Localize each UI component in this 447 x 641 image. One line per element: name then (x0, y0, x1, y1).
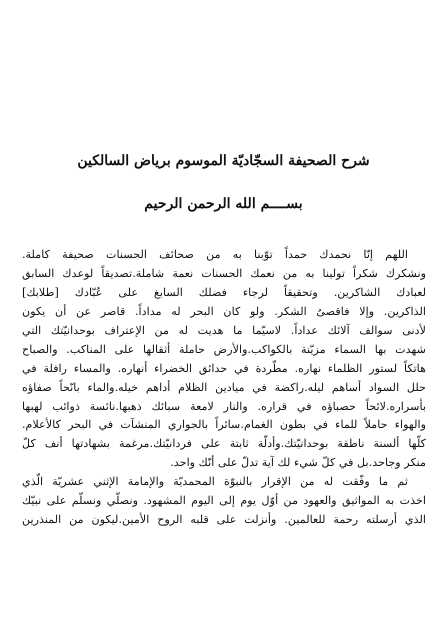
text-line: الذي أرسلته رحمة للعالمين. وأنزلت على قلبه الروح الأمين.ليكون من المنذرين (22, 513, 426, 527)
text-line: بأسراره.لائحاً حصباؤه في قراره. والنار لامعة سبائك ذهبها.نائسة ذوائب لهبها (22, 399, 426, 413)
body-paragraph (22, 246, 426, 530)
text-line: اخذت به المواثيق والعهود من أوّل يوم إلى اليوم المشهود. ونصلّي ونسلّم على نبيّك (22, 494, 426, 508)
basmala-heading: بســــم الله الرحمن الرحيم (144, 196, 303, 212)
text-line: لعبادك الشاكرين. وتحقيقاً لرجاء فضلك السابغ على عُبّادك [طلابك] (22, 285, 426, 299)
text-line: حلل السواد أساهم ليله.راكضة في ميادين الظلام أداهم خيله.والماء بانّحاً صفاؤه (22, 380, 426, 394)
text-line: شهدت بها السماء مزيّنة بالكواكب.والأرض حاملة أثقالها على المناكب. والصباح (22, 342, 426, 356)
text-line: كلّها ألسنة ناطقة بوحدانيّتك.وأدلّة ثابتة على فردانيّتك.مرغمة بشهادتها أنف كلّ (22, 437, 426, 451)
text-line: الذاكرين. وإلا فاقصىُ الشكر. ولو كان البحر له مداداً. قاصر عن أن يكون (22, 304, 426, 318)
text-line: اللهم إنّا نحمدك حمداً توّبنا به من صحائف الحسنات صحيفة كاملة. (22, 248, 408, 261)
text-line: ونشكرك شكراً تولينا به من نعمك الحسنات نعمة شاملة.تصديقاً لوعدك السابق (22, 266, 426, 280)
text-line: لأدنى سوالف آلائك عداداً. لاسيّما ما هديت له من الإعتراف بوحدانيّتك التي (22, 323, 426, 337)
text-line: منكر وجاحد.بل في كلّ شيء لك آية تدلّ على أنّك واحد. (170, 456, 426, 470)
text-line: هاتكاً لستور الظلماء نهاره. مطّردة في حدائق الخضراء أنهاره. والمساء رافلة في (22, 361, 426, 375)
text-line: والهواء حاملاً للماء في بطون الغمام.سائراً بالجواري المنشآت في البحر كالأعلام. (22, 418, 426, 432)
text-line: ثم ما وفّقت له من الإقرار بالنبوّة المحمديّة والإمامة الإثني عشريّة الّذي (22, 475, 408, 489)
page-title: شرح الصحيفة السجّاديّة الموسوم برياض السالكين (77, 153, 370, 169)
